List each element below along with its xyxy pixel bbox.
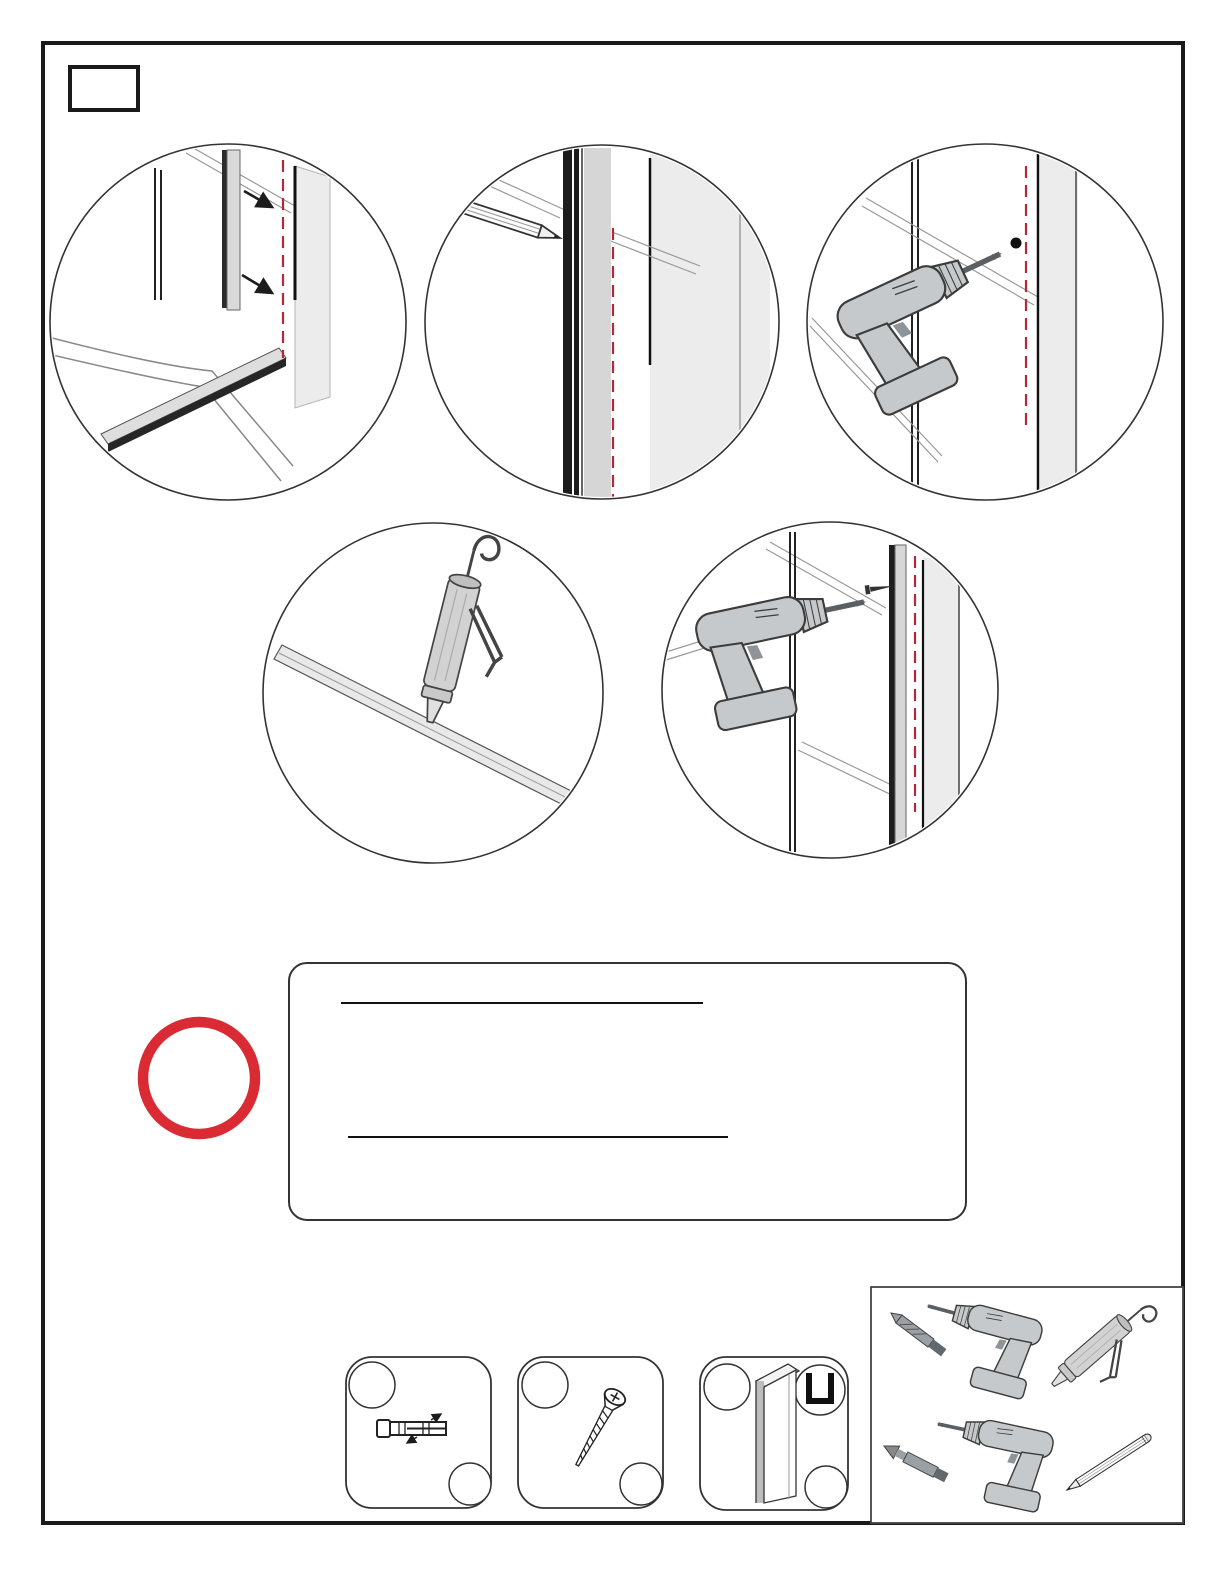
- part-box-wall-anchor: [346, 1357, 491, 1508]
- wall-panel: [650, 150, 770, 510]
- wall-profile-icon: [756, 1364, 799, 1503]
- wall-profile-piece: [584, 148, 611, 504]
- figure-mark-with-pencil: [405, 145, 779, 510]
- drill-hole-mark: [1011, 238, 1022, 249]
- part-box-wall-profile: [700, 1357, 848, 1510]
- u-channel-cross-section-icon: [795, 1365, 845, 1415]
- wall-panel: [1040, 148, 1078, 504]
- part-label-circle: [522, 1362, 568, 1408]
- wall-panel: [295, 166, 330, 408]
- part-qty-circle: [449, 1463, 491, 1505]
- part-label-circle: [704, 1364, 750, 1410]
- figure-position-wall-profile: [40, 144, 406, 500]
- wall-profile-piece: [222, 150, 240, 310]
- step-number-box: [70, 67, 138, 110]
- figure-screw-profile: [662, 522, 998, 858]
- part-box-screw: [518, 1357, 663, 1508]
- wall-panel: [923, 558, 959, 858]
- part-qty-circle: [805, 1466, 847, 1508]
- note-box: [289, 963, 966, 1220]
- warning-red-circle-icon: [143, 1022, 255, 1134]
- part-qty-circle: [620, 1463, 662, 1505]
- figure-drill-holes: [807, 144, 1163, 504]
- figure-apply-silicone: [263, 523, 603, 863]
- wall-profile-piece: [889, 545, 895, 851]
- tools-box: [871, 1287, 1183, 1523]
- part-label-circle: [349, 1362, 395, 1408]
